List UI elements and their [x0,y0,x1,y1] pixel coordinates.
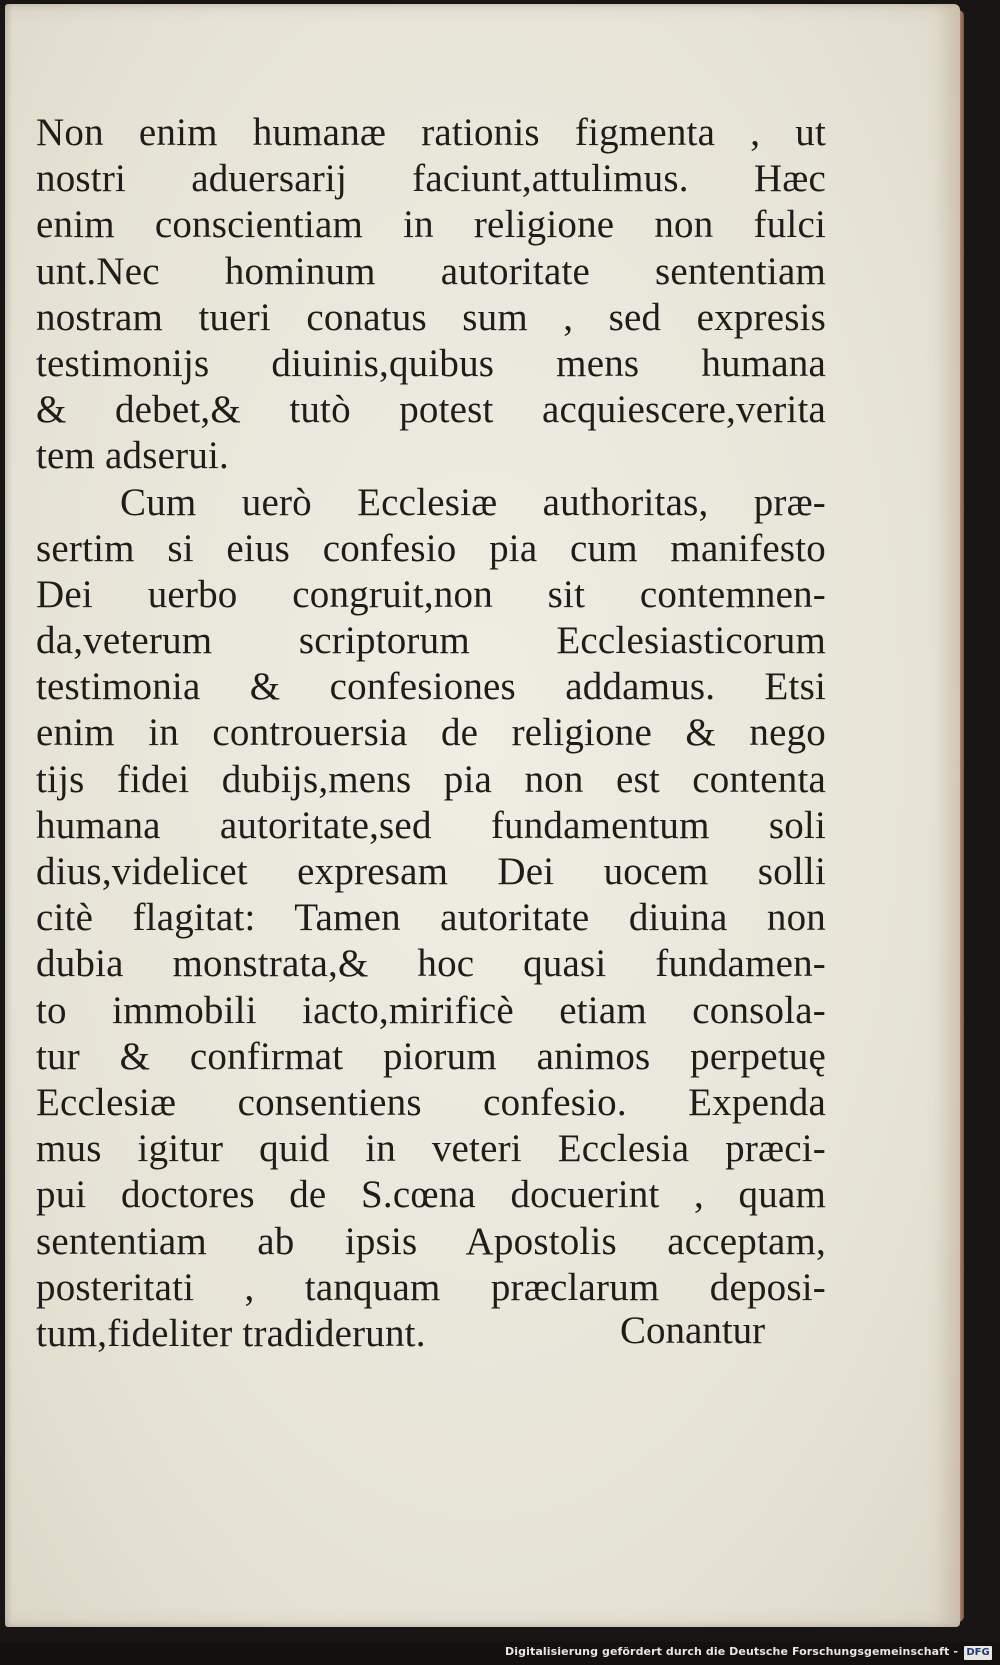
text-line: da,veterum scriptorum Ecclesiasticorum [36,619,826,663]
text-line: to immobili iacto,mirificè etiam consola- [36,988,826,1032]
text-line: Non enim humanæ rationis figmenta , ut [36,111,826,154]
text-line: testimonia & confesiones addamus. Etsi [36,665,826,709]
text-line: sententiam ab ipsis Apostolis acceptam, [36,1219,826,1263]
text-line: citè flagitat: Tamen autoritate diuina non [36,896,826,940]
text-line: tum,fideliter tradiderunt. [36,1311,426,1355]
text-line: tem adserui. [36,434,230,478]
text-line: dius,videlicet expresam Dei uocem solli [36,850,826,893]
catchword: Conantur [620,1309,766,1352]
text-line: & debet,& tutò potest acquiescere,verita [36,388,826,432]
text-line: Dei uerbo congruit,non sit contemnen- [36,572,826,616]
digitization-credit: Digitalisierung gefördert durch die Deutsche Forschungsgemeinschaft - [505,1645,958,1658]
paragraph-start-line: Cum uerò Ecclesiæ authoritas, præ- [120,480,826,524]
text-line: nostram tueri conatus sum , sed expresis [36,295,826,339]
text-line: posteritati , tanquam præclarum deposi- [36,1265,826,1309]
text-line: Ecclesiæ consentiens confesio. Expenda [36,1080,826,1124]
text-line: sertim si eius confesio pia cum manifesto [36,526,826,570]
dfg-logo: DFG [964,1646,992,1660]
text-line: humana autoritate,sed fundamentum soli [36,803,826,847]
text-line: enim conscientiam in religione non fulci [36,203,826,247]
text-line: tur & confirmat piorum animos perpetuę [36,1034,826,1078]
text-line: nostri aduersarij faciunt,attulimus. Hæc [36,157,826,201]
text-line: pui doctores de S.cœna docuerint , quam [36,1173,826,1217]
text-line: dubia monstrata,& hoc quasi fundamen- [36,942,826,986]
text-line: tijs fidei dubijs,mens pia non est contenta [36,757,826,801]
body-text [36,110,826,1357]
text-line: unt.Nec hominum autoritate sententiam [36,249,826,293]
text-line: mus igitur quid in veteri Ecclesia præci- [36,1127,826,1171]
text-line: enim in controuersia de religione & nego [36,711,826,755]
text-line: testimonijs diuinis,quibus mens humana [36,341,826,385]
